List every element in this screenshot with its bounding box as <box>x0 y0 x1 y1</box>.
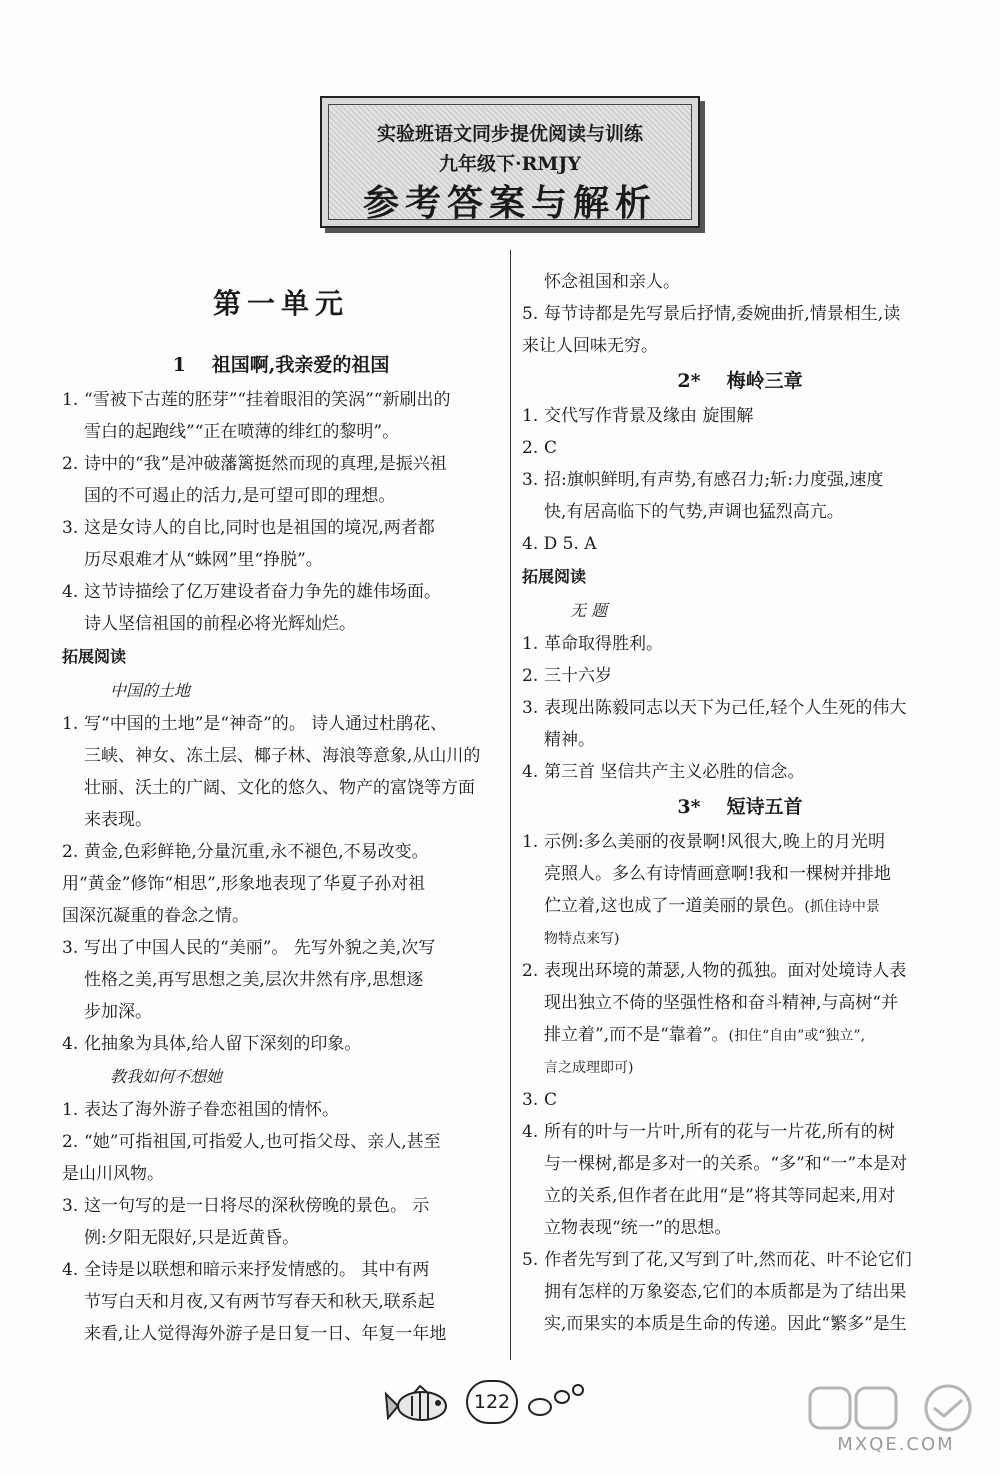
answer-continuation: 例:夕阳无限好,只是近黄昏。 <box>84 1228 300 1248</box>
answer-item: 2. 黄金,色彩鲜艳,分量沉重,永不褪色,不易改变。 <box>62 842 429 862</box>
answer-continuation: 历尽艰难才从“蛛网”里“挣脱”。 <box>84 550 323 570</box>
answer-item: 4. D 5. A <box>522 534 597 554</box>
section-heading-1: 1 祖国啊,我亲爱的祖国 <box>172 354 390 376</box>
answer-continuation: 诗人坚信祖国的前程必将光辉灿烂。 <box>84 614 356 634</box>
answer-continuation: 排立着”,而不是“靠着”。(扣住“自由”或“独立”, <box>544 1025 866 1045</box>
answer-continuation: 来让人回味无穷。 <box>522 336 658 356</box>
section-heading-2: 2* 梅岭三章 <box>677 370 803 392</box>
unit-title: 第一单元 <box>212 287 349 320</box>
fish-icon <box>384 1384 456 1424</box>
answer-continuation: 怀念祖国和亲人。 <box>544 272 680 292</box>
answer-continuation: 来表现。 <box>84 810 152 830</box>
answer-continuation: 快,有居高临下的气势,声调也猛烈高亢。 <box>544 502 844 522</box>
answer-continuation: 实,而果实的本质是生命的传递。因此“繁多”是生 <box>544 1314 907 1334</box>
answer-item: 4. 这节诗描绘了亿万建设者奋力争先的雄伟场面。 <box>62 582 441 602</box>
answer-item: 1. “雪被下古莲的胚芽”“挂着眼泪的笑涡”“新刷出的 <box>62 390 451 410</box>
title-banner <box>320 96 700 228</box>
answer-item: 4. 第三首 坚信共产主义必胜的信念。 <box>522 762 805 782</box>
watermark-url: MXQE.COM <box>837 1434 955 1455</box>
answer-note: 言之成理即可) <box>544 1060 634 1076</box>
bubble-icon <box>554 1390 570 1404</box>
answer-continuation: 是山川风物。 <box>62 1164 164 1184</box>
answer-item: 2. 诗中的“我”是冲破藩篱挺然而现的真理,是振兴祖 <box>62 454 447 474</box>
answer-item: 1. 表达了海外游子眷恋祖国的情怀。 <box>62 1100 339 1120</box>
answer-item: 1. 写“中国的土地”是“神奇”的。 诗人通过杜鹃花、 <box>62 714 448 734</box>
bubble-icon <box>528 1398 552 1416</box>
page-footer <box>0 1380 1000 1460</box>
answer-item: 1. 革命取得胜利。 <box>522 634 663 654</box>
answer-item: 5. 每节诗都是先写景后抒情,委婉曲折,情景相生,读 <box>522 304 901 324</box>
answer-item: 3. C <box>522 1090 558 1110</box>
answer-continuation: 国深沉凝重的眷念之情。 <box>62 906 249 926</box>
poem-title: 无 题 <box>570 601 608 620</box>
answer-continuation: 壮丽、沃土的广阔、文化的悠久、物产的富饶等方面 <box>84 778 475 798</box>
extended-reading-label: 拓展阅读 <box>522 567 587 586</box>
extended-reading-label: 拓展阅读 <box>62 647 127 666</box>
answer-continuation: 现出独立不倚的坚强性格和奋斗精神,与高树“并 <box>544 993 899 1013</box>
answer-continuation: 用“黄金”修饰“相思”,形象地表现了华夏子孙对祖 <box>62 874 426 894</box>
answer-item: 3. 写出了中国人民的“美丽”。 先写外貌之美,次写 <box>62 938 436 958</box>
left-column <box>62 268 500 1350</box>
answer-item: 2. “她”可指祖国,可指爱人,也可指父母、亲人,甚至 <box>62 1132 441 1152</box>
section-heading-3: 3* 短诗五首 <box>677 796 803 818</box>
column-divider <box>510 250 511 1360</box>
answer-continuation: 来看,让人觉得海外游子是日复一日、年复一年地 <box>84 1324 447 1344</box>
answer-item: 1. 交代写作背景及缘由 旋围解 <box>522 406 754 426</box>
banner-series-title: 实验班语文同步提优阅读与训练 <box>376 123 643 145</box>
poem-title: 中国的土地 <box>110 681 191 700</box>
poem-title: 教我如何不想她 <box>110 1067 223 1086</box>
answer-continuation: 立的关系,但作者在此用“是”将其等同起来,用对 <box>544 1186 896 1206</box>
answer-continuation: 伫立着,这也成了一道美丽的景色。(抓住诗中景 <box>544 896 880 916</box>
answer-continuation: 立物表现“统一”的思想。 <box>544 1218 732 1238</box>
answer-continuation: 三峡、神女、冻土层、椰子林、海浪等意象,从山川的 <box>84 746 481 766</box>
answer-item: 4. 化抽象为具体,给人留下深刻的印象。 <box>62 1034 362 1054</box>
watermark <box>806 1382 986 1460</box>
answer-item: 4. 所有的叶与一片叶,所有的花与一片花,所有的树 <box>522 1122 895 1142</box>
answer-item: 1. 示例:多么美丽的夜景啊!风很大,晚上的月光明 <box>522 832 885 852</box>
watermark-logo-icon <box>806 1382 986 1434</box>
answer-item: 2. 表现出环境的萧瑟,人物的孤独。面对处境诗人表 <box>522 961 907 981</box>
answer-item: 2. 三十六岁 <box>522 666 612 686</box>
banner-main-title: 参考答案与解析 <box>362 182 657 224</box>
answer-continuation: 拥有怎样的万象姿态,它们的本质都是为了结出果 <box>544 1282 907 1302</box>
banner-grade: 九年级下·RMJY <box>439 153 581 175</box>
answer-item: 3. 招:旗帜鲜明,有声势,有感召力;斩:力度强,速度 <box>522 470 884 490</box>
answer-item: 2. C <box>522 438 558 458</box>
answer-continuation: 步加深。 <box>84 1002 152 1022</box>
answer-continuation: 亮照人。多么有诗情画意啊!我和一棵树并排地 <box>544 864 891 884</box>
answer-item: 3. 这是女诗人的自比,同时也是祖国的境况,两者都 <box>62 518 435 538</box>
answer-continuation: 雪白的起跑线”“正在喷薄的绯红的黎明”。 <box>84 422 400 442</box>
right-column <box>522 266 958 1340</box>
answer-item: 3. 表现出陈毅同志以天下为己任,轻个人生死的伟大 <box>522 698 907 718</box>
answer-continuation: 精神。 <box>544 730 595 750</box>
answer-note: 物特点来写) <box>544 931 620 947</box>
answer-item: 4. 全诗是以联想和暗示来抒发情感的。 其中有两 <box>62 1260 430 1280</box>
answer-continuation: 与一棵树,都是多对一的关系。“多”和“一”本是对 <box>544 1154 908 1174</box>
page-number: 122 <box>466 1380 518 1424</box>
answer-continuation: 节写白天和月夜,又有两节写春天和秋天,联系起 <box>84 1292 435 1312</box>
bubble-icon <box>572 1384 584 1396</box>
banner-frame <box>328 104 692 224</box>
answer-continuation: 性格之美,再写思想之美,层次井然有序,思想逐 <box>84 970 424 990</box>
answer-continuation: 国的不可遏止的活力,是可望可即的理想。 <box>84 486 396 506</box>
answer-item: 5. 作者先写到了花,又写到了叶,然而花、叶不论它们 <box>522 1250 912 1270</box>
answer-item: 3. 这一句写的是一日将尽的深秋傍晚的景色。 示 <box>62 1196 430 1216</box>
